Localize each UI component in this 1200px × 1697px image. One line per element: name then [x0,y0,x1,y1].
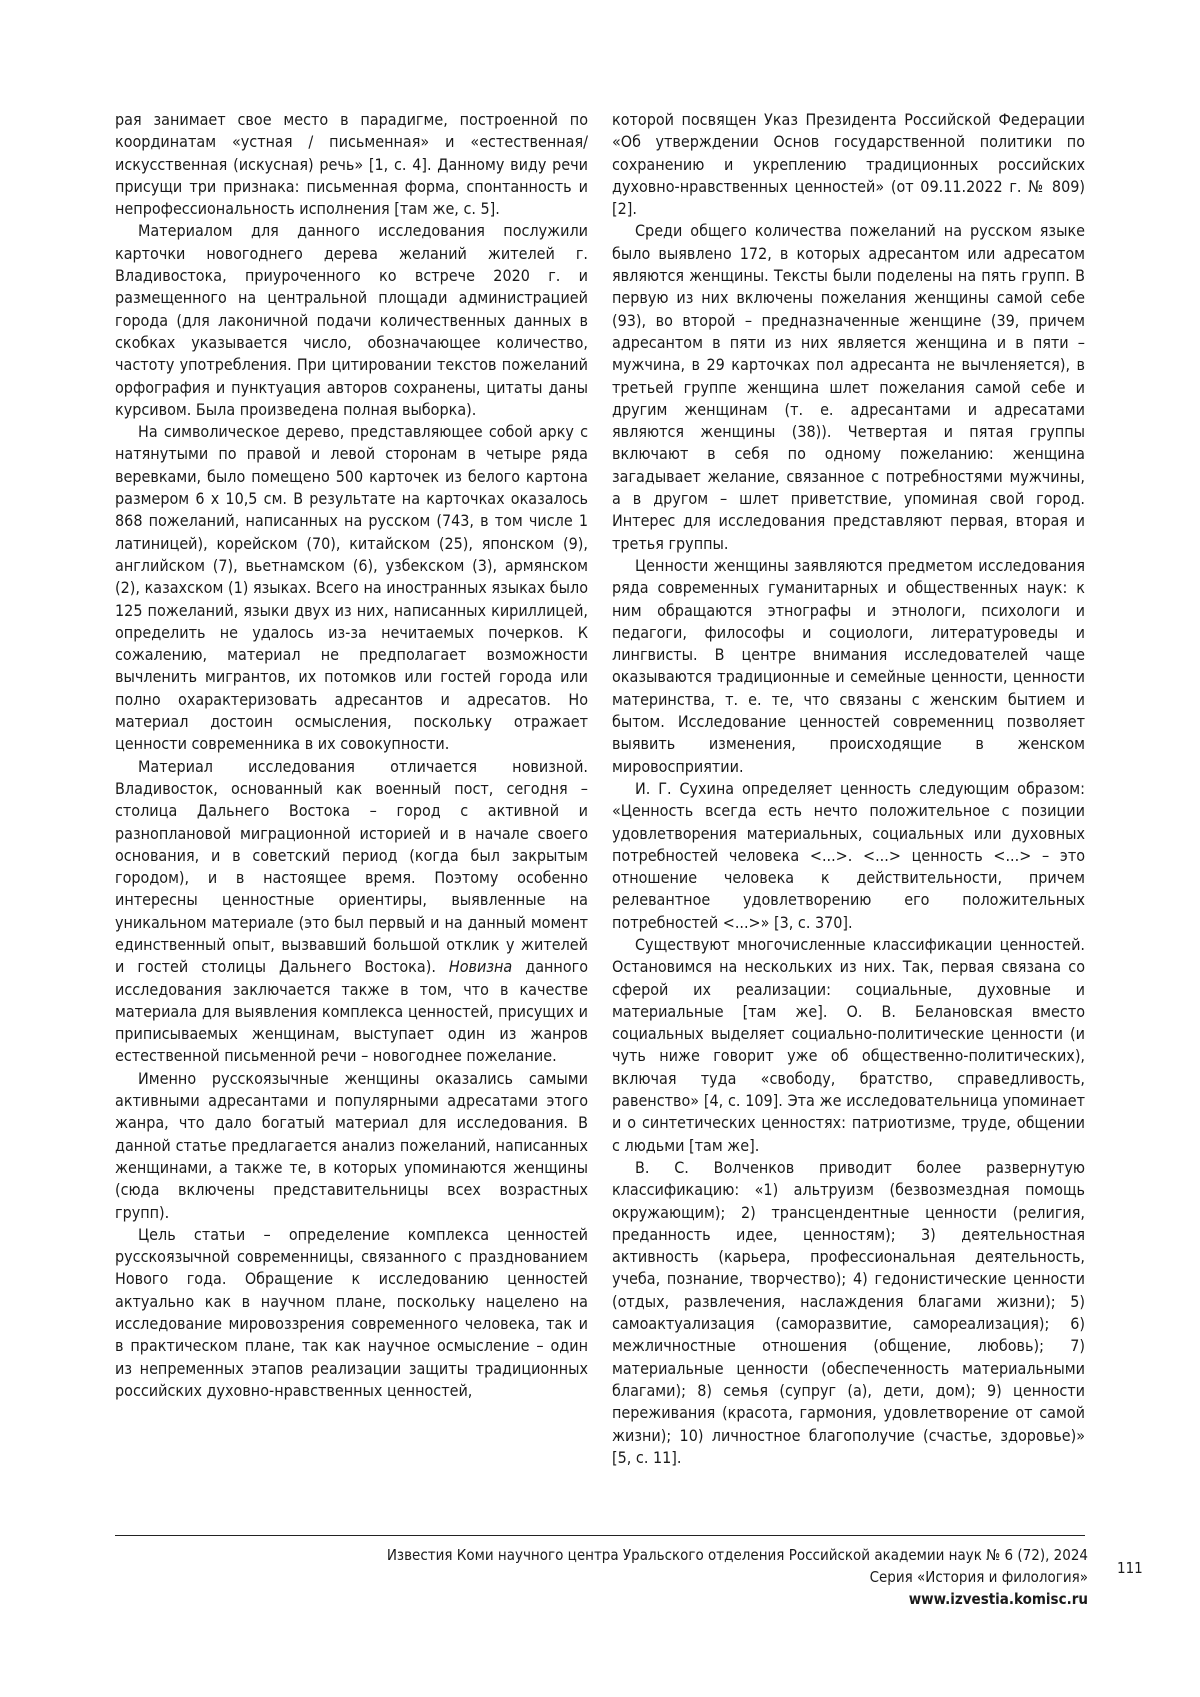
paragraph: Ценности женщины заявляются предметом исследования ряда современных гуманитарных и общественных наук: к ним обращаются этнографы и этнологи, психологи и педагоги, философы и социологи, литературоведы и лингвисты. В центре внимания исследователей чаще оказываются традиционные и семейные ценности, ценности материнства, т. е. те, что связаны с женским бытием и бытом. Исследование ценностей современниц позволяет выявить изменения, происходящие в женском мировосприятии. [612,555,1085,776]
footer-divider [115,1535,1085,1536]
journal-url[interactable]: www.izvestia.komisc.ru [908,1590,1088,1608]
paragraph: Именно русскоязычные женщины оказались самыми активными адресантами и популярными адресатами этого жанра, что дало богатый материал для исследования. В данной статье предлагается анализ пожеланий, написанных женщинами, а также те, в которых упоминаются женщины (сюда включены представительницы всех возрастных групп). [115,1068,588,1222]
paragraph-text: Материал исследования отличается новизной. Владивосток, основанный как военный пост, сегодня – столица Дальнего Востока – город с активной и разноплановой миграционной историей и в начале своего основания, и в советский период (когда был закрытым городом), и в настоящее время. Поэтому особенно интересны ценностные ориентиры, выявленные на уникальном материале (это был первый и на данный момент единственный опыт, вызвавший большой отклик у жителей и гостей столицы Дальнего Востока). [115,756,588,977]
paragraph: Среди общего количества пожеланий на русском языке было выявлено 172, в которых адресантом или адресатом являются женщины. Тексты были поделены на пять групп. В первую из них включены пожелания женщины самой себе (93), во второй – предназначенные женщине (39, причем адресантом в пяти из них является женщина и в пяти – мужчина, в 29 карточках пол адресанта не вычленяется), в третьей группе женщина шлет пожелания самой себе и другим женщинам (т. е. адресантами и адресатами являются женщины (38)). Четвертая и пятая группы включают в себя по одному пожеланию: женщина загадывает желание, связанное с потребностями мужчины, а в другом – шлет приветствие, упоминая свой город. Интерес для исследования представляют первая, вторая и третья группы. [612,221,1085,553]
paragraph: Существуют многочисленные классификации ценностей. Остановимся на нескольких из них. Так, первая связана со сферой их реализации: социальные, духовные и материальные [там же]. О. В. Белановская вместо социальных выделяет социально-политические ценности (и чуть ниже говорит уже об общественно-политических), включая туда «свободу, братство, справедливость, равенство» [4, с. 109]. Эта же исследовательница упоминает и о синтетических ценностях: патриотизме, труде, общении с людьми [там же]. [612,934,1085,1155]
footer [387,1544,1088,1610]
paragraph [115,756,588,1068]
journal-title: Известия Коми научного центра Уральского отделения Российской академии наук № 6 (72), 2024 [386,1546,1088,1564]
paragraph-text: данного исследования заключается также в том, что в качестве материала для выявления комплекса ценностей, присущих и приписываемых женщинам, выступает один из жанров естественной письменной речи – новогоднее пожелание. [115,957,589,1066]
paragraph: рая занимает свое место в парадигме, построенной по координатам «устная / письменная» и «естественная/искусственная (искусная) речь» [1, с. 4]. Данному виду речи присущи три признака: письменная форма, спонтанность и непрофессиональность исполнения [там же, с. 5]. [115,110,588,219]
right-column [612,109,1085,1469]
series-title: Серия «История и филология» [869,1568,1088,1586]
paragraph: которой посвящен Указ Президента Российской Федерации «Об утверждении Основ государственной политики по сохранению и укреплению традиционных российских духовно-нравственных ценностей» (от 09.11.2022 г. № 809) [2]. [612,110,1085,219]
paragraph: И. Г. Сухина определяет ценность следующим образом: «Ценность всегда есть нечто положительное с позиции удовлетворения материальных, социальных или духовных потребностей человека <...>. <...> ценность <...> – это отношение человека к действительности, причем релевантное удовлетворению его положительных потребностей <...>» [3, с. 370]. [612,778,1085,932]
paragraph: Материалом для данного исследования послужили карточки новогоднего дерева желаний жителей г. Владивостока, приуроченного ко встрече 2020 г. и размещенного на центральной площади администрацией города (для лаконичной подачи количественных данных в скобках указывается число, обозначающее количество, частоту употребления. При цитировании текстов пожеланий орфография и пунктуация авторов сохранены, цитаты даны курсивом. Была произведена полная выборка). [115,221,588,419]
italic-term: Новизна [448,957,513,977]
paragraph: Цель статьи – определение комплекса ценностей русскоязычной современницы, связанного с празднованием Нового года. Обращение к исследованию ценностей актуально как в научном плане, поскольку нацелено на исследование мировоззрения современного человека, так и в практическом плане, так как научное осмысление – один из непременных этапов реализации защиты традиционных российских духовно-нравственных ценностей, [115,1224,588,1400]
paragraph: На символическое дерево, представляющее собой арку с натянутыми по правой и левой сторонам в четыре ряда веревками, было помещено 500 карточек из белого картона размером 6 х 10,5 см. В результате на карточках оказалось 868 пожеланий, написанных на русском (743, в том числе 1 латиницей), корейском (70), китайском (25), японском (9), английском (7), вьетнамском (6), узбекском (3), армянском (2), казахском (1) языках. Всего на иностранных языках было 125 пожеланий, языки двух из них, написанных кириллицей, определить не удалось из-за нечитаемых почерков. К сожалению, материал не предполагает возможности вычленить мигрантов, их потомков или гостей города или полно охарактеризовать адресантов и адресатов. Но материал достоин осмысления, поскольку отражает ценности современника в их совокупности. [115,422,588,754]
left-column [115,109,588,1402]
paragraph: В. С. Волченков приводит более развернутую классификацию: «1) альтруизм (безвозмездная помощь окружающим); 2) трансцендентные ценности (религия, преданность идее, ценностям); 3) деятельностная активность (карьера, профессиональная деятельность, учеба, познание, творчество); 4) гедонистические ценности (отдых, развлечения, наслаждения благами жизни); 5) самоактуализация (саморазвитие, самореализация); 6) межличностные отношения (общение, любовь); 7) материальные ценности (обеспеченность материальными благами); 8) семья (супруг (а), дети, дом); 9) ценности переживания (красота, гармония, удовлетворение от самой жизни); 10) личностное благополучие (счастье, здоровье)» [5, с. 11]. [612,1157,1085,1467]
page-number: 111 [1117,1559,1143,1577]
